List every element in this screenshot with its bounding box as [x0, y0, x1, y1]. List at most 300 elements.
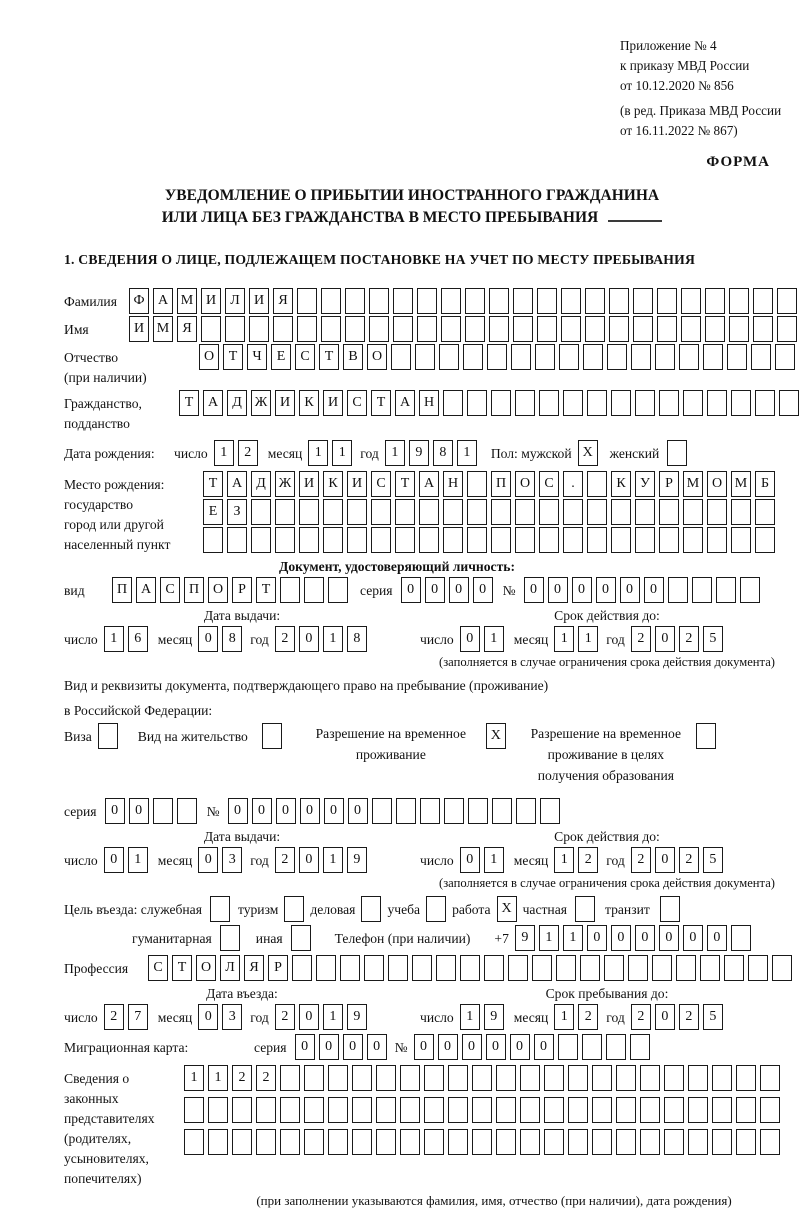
char-box[interactable]: [372, 798, 392, 824]
char-box[interactable]: [208, 1097, 228, 1123]
char-box[interactable]: З: [227, 499, 247, 525]
char-box[interactable]: 1: [457, 440, 477, 466]
char-box[interactable]: [496, 1129, 516, 1155]
char-box[interactable]: [227, 527, 247, 553]
char-box[interactable]: [657, 288, 677, 314]
char-box[interactable]: [489, 316, 509, 342]
char-box[interactable]: [321, 288, 341, 314]
char-box[interactable]: Ж: [251, 390, 271, 416]
char-box[interactable]: [376, 1065, 396, 1091]
char-box[interactable]: [716, 577, 736, 603]
char-box[interactable]: 0: [348, 798, 368, 824]
char-box[interactable]: [395, 527, 415, 553]
char-box[interactable]: [508, 955, 528, 981]
char-box[interactable]: [280, 1129, 300, 1155]
char-box[interactable]: [323, 499, 343, 525]
char-box[interactable]: [681, 316, 701, 342]
char-box[interactable]: [491, 390, 511, 416]
char-box[interactable]: Т: [256, 577, 276, 603]
char-box[interactable]: [580, 955, 600, 981]
char-box[interactable]: [731, 390, 751, 416]
char-box[interactable]: [657, 316, 677, 342]
char-box[interactable]: Ф: [129, 288, 149, 314]
char-box[interactable]: 2: [578, 1004, 598, 1030]
char-box[interactable]: [448, 1097, 468, 1123]
char-box[interactable]: 0: [486, 1034, 506, 1060]
char-box[interactable]: [98, 723, 118, 749]
char-box[interactable]: 1: [539, 925, 559, 951]
char-box[interactable]: [299, 527, 319, 553]
char-box[interactable]: С: [148, 955, 168, 981]
char-box[interactable]: [688, 1097, 708, 1123]
char-box[interactable]: [616, 1129, 636, 1155]
char-box[interactable]: Ж: [275, 471, 295, 497]
char-box[interactable]: 2: [679, 847, 699, 873]
char-box[interactable]: [532, 955, 552, 981]
char-box[interactable]: 0: [659, 925, 679, 951]
char-box[interactable]: 3: [222, 847, 242, 873]
char-box[interactable]: [592, 1065, 612, 1091]
char-box[interactable]: [544, 1129, 564, 1155]
char-box[interactable]: [592, 1129, 612, 1155]
char-box[interactable]: [582, 1034, 602, 1060]
char-box[interactable]: 2: [275, 626, 295, 652]
char-box[interactable]: [249, 316, 269, 342]
char-box[interactable]: [616, 1097, 636, 1123]
char-box[interactable]: 0: [548, 577, 568, 603]
char-box[interactable]: [460, 955, 480, 981]
char-box[interactable]: [467, 527, 487, 553]
char-box[interactable]: [515, 499, 535, 525]
char-box[interactable]: 1: [554, 847, 574, 873]
char-box[interactable]: 2: [238, 440, 258, 466]
char-box[interactable]: [467, 499, 487, 525]
char-box[interactable]: [640, 1129, 660, 1155]
char-box[interactable]: О: [707, 471, 727, 497]
char-box[interactable]: X: [578, 440, 598, 466]
char-box[interactable]: Т: [223, 344, 243, 370]
char-box[interactable]: И: [275, 390, 295, 416]
char-box[interactable]: С: [347, 390, 367, 416]
char-box[interactable]: [328, 1065, 348, 1091]
char-box[interactable]: [688, 1129, 708, 1155]
char-box[interactable]: [472, 1097, 492, 1123]
char-box[interactable]: [568, 1097, 588, 1123]
char-box[interactable]: [659, 499, 679, 525]
char-box[interactable]: [568, 1129, 588, 1155]
char-box[interactable]: 0: [655, 1004, 675, 1030]
char-box[interactable]: [299, 499, 319, 525]
char-box[interactable]: 0: [438, 1034, 458, 1060]
char-box[interactable]: [328, 577, 348, 603]
char-box[interactable]: [633, 316, 653, 342]
char-box[interactable]: 2: [631, 847, 651, 873]
char-box[interactable]: 2: [631, 1004, 651, 1030]
char-box[interactable]: [712, 1129, 732, 1155]
char-box[interactable]: И: [201, 288, 221, 314]
char-box[interactable]: [755, 527, 775, 553]
char-box[interactable]: [371, 527, 391, 553]
char-box[interactable]: 0: [299, 847, 319, 873]
char-box[interactable]: М: [683, 471, 703, 497]
char-box[interactable]: [388, 955, 408, 981]
char-box[interactable]: [703, 344, 723, 370]
char-box[interactable]: [604, 955, 624, 981]
char-box[interactable]: [262, 723, 282, 749]
char-box[interactable]: [376, 1097, 396, 1123]
char-box[interactable]: 9: [484, 1004, 504, 1030]
char-box[interactable]: Д: [227, 390, 247, 416]
char-box[interactable]: [760, 1129, 780, 1155]
char-box[interactable]: 1: [323, 1004, 343, 1030]
char-box[interactable]: [210, 896, 230, 922]
char-box[interactable]: 0: [462, 1034, 482, 1060]
char-box[interactable]: [705, 316, 725, 342]
char-box[interactable]: [563, 527, 583, 553]
char-box[interactable]: .: [563, 471, 583, 497]
char-box[interactable]: [755, 390, 775, 416]
char-box[interactable]: [321, 316, 341, 342]
char-box[interactable]: [439, 344, 459, 370]
char-box[interactable]: 0: [324, 798, 344, 824]
char-box[interactable]: [587, 499, 607, 525]
char-box[interactable]: [587, 390, 607, 416]
char-box[interactable]: [679, 344, 699, 370]
char-box[interactable]: 1: [214, 440, 234, 466]
char-box[interactable]: [251, 527, 271, 553]
char-box[interactable]: [753, 288, 773, 314]
char-box[interactable]: [736, 1129, 756, 1155]
char-box[interactable]: М: [153, 316, 173, 342]
char-box[interactable]: [540, 798, 560, 824]
char-box[interactable]: А: [153, 288, 173, 314]
char-box[interactable]: 0: [129, 798, 149, 824]
char-box[interactable]: В: [343, 344, 363, 370]
char-box[interactable]: 9: [515, 925, 535, 951]
char-box[interactable]: 2: [631, 626, 651, 652]
char-box[interactable]: Р: [659, 471, 679, 497]
char-box[interactable]: Ч: [247, 344, 267, 370]
char-box[interactable]: [424, 1065, 444, 1091]
char-box[interactable]: 7: [128, 1004, 148, 1030]
char-box[interactable]: 8: [347, 626, 367, 652]
char-box[interactable]: [659, 527, 679, 553]
char-box[interactable]: [400, 1129, 420, 1155]
char-box[interactable]: [585, 288, 605, 314]
char-box[interactable]: Р: [232, 577, 252, 603]
char-box[interactable]: [696, 723, 716, 749]
char-box[interactable]: [323, 527, 343, 553]
char-box[interactable]: С: [295, 344, 315, 370]
char-box[interactable]: [417, 316, 437, 342]
char-box[interactable]: [707, 390, 727, 416]
char-box[interactable]: [515, 390, 535, 416]
char-box[interactable]: [606, 1034, 626, 1060]
char-box[interactable]: [297, 288, 317, 314]
char-box[interactable]: [419, 499, 439, 525]
char-box[interactable]: [177, 798, 197, 824]
char-box[interactable]: 8: [433, 440, 453, 466]
char-box[interactable]: [755, 499, 775, 525]
char-box[interactable]: 0: [572, 577, 592, 603]
char-box[interactable]: 0: [105, 798, 125, 824]
char-box[interactable]: [369, 288, 389, 314]
char-box[interactable]: [487, 344, 507, 370]
char-box[interactable]: 1: [460, 1004, 480, 1030]
char-box[interactable]: X: [486, 723, 506, 749]
char-box[interactable]: [729, 316, 749, 342]
char-box[interactable]: [424, 1129, 444, 1155]
char-box[interactable]: [668, 577, 688, 603]
char-box[interactable]: Т: [395, 471, 415, 497]
char-box[interactable]: [748, 955, 768, 981]
char-box[interactable]: О: [515, 471, 535, 497]
char-box[interactable]: Н: [419, 390, 439, 416]
char-box[interactable]: 1: [332, 440, 352, 466]
char-box[interactable]: [396, 798, 416, 824]
char-box[interactable]: [225, 316, 245, 342]
char-box[interactable]: 1: [323, 626, 343, 652]
char-box[interactable]: Т: [319, 344, 339, 370]
char-box[interactable]: Б: [755, 471, 775, 497]
char-box[interactable]: 9: [347, 847, 367, 873]
char-box[interactable]: Т: [172, 955, 192, 981]
char-box[interactable]: 1: [554, 626, 574, 652]
char-box[interactable]: [760, 1097, 780, 1123]
char-box[interactable]: 0: [683, 925, 703, 951]
char-box[interactable]: П: [184, 577, 204, 603]
char-box[interactable]: 2: [679, 1004, 699, 1030]
char-box[interactable]: [740, 577, 760, 603]
char-box[interactable]: А: [203, 390, 223, 416]
char-box[interactable]: [537, 316, 557, 342]
char-box[interactable]: [559, 344, 579, 370]
char-box[interactable]: И: [299, 471, 319, 497]
char-box[interactable]: [448, 1065, 468, 1091]
char-box[interactable]: [609, 288, 629, 314]
char-box[interactable]: 0: [319, 1034, 339, 1060]
char-box[interactable]: 8: [222, 626, 242, 652]
char-box[interactable]: [587, 471, 607, 497]
char-box[interactable]: [491, 499, 511, 525]
char-box[interactable]: [712, 1097, 732, 1123]
char-box[interactable]: 2: [256, 1065, 276, 1091]
char-box[interactable]: [232, 1097, 252, 1123]
char-box[interactable]: 5: [703, 626, 723, 652]
char-box[interactable]: [184, 1129, 204, 1155]
char-box[interactable]: [361, 896, 381, 922]
char-box[interactable]: [775, 344, 795, 370]
char-box[interactable]: И: [323, 390, 343, 416]
char-box[interactable]: [444, 798, 464, 824]
char-box[interactable]: [736, 1097, 756, 1123]
char-box[interactable]: [683, 390, 703, 416]
char-box[interactable]: 0: [635, 925, 655, 951]
char-box[interactable]: 2: [275, 1004, 295, 1030]
char-box[interactable]: [611, 499, 631, 525]
char-box[interactable]: 0: [460, 626, 480, 652]
char-box[interactable]: 0: [198, 847, 218, 873]
char-box[interactable]: [420, 798, 440, 824]
char-box[interactable]: [772, 955, 792, 981]
char-box[interactable]: [664, 1097, 684, 1123]
char-box[interactable]: [340, 955, 360, 981]
char-box[interactable]: [729, 288, 749, 314]
char-box[interactable]: О: [208, 577, 228, 603]
char-box[interactable]: 3: [222, 1004, 242, 1030]
char-box[interactable]: 1: [208, 1065, 228, 1091]
char-box[interactable]: [700, 955, 720, 981]
char-box[interactable]: [659, 390, 679, 416]
char-box[interactable]: [391, 344, 411, 370]
char-box[interactable]: [496, 1097, 516, 1123]
char-box[interactable]: 0: [401, 577, 421, 603]
char-box[interactable]: [426, 896, 446, 922]
char-box[interactable]: К: [611, 471, 631, 497]
char-box[interactable]: 0: [252, 798, 272, 824]
char-box[interactable]: [465, 316, 485, 342]
char-box[interactable]: 2: [232, 1065, 252, 1091]
char-box[interactable]: [441, 288, 461, 314]
char-box[interactable]: [777, 316, 797, 342]
char-box[interactable]: [472, 1129, 492, 1155]
char-box[interactable]: А: [136, 577, 156, 603]
char-box[interactable]: [424, 1097, 444, 1123]
char-box[interactable]: [731, 527, 751, 553]
char-box[interactable]: [667, 440, 687, 466]
char-box[interactable]: [664, 1065, 684, 1091]
char-box[interactable]: Е: [203, 499, 223, 525]
char-box[interactable]: [539, 390, 559, 416]
char-box[interactable]: О: [199, 344, 219, 370]
char-box[interactable]: [415, 344, 435, 370]
char-box[interactable]: А: [227, 471, 247, 497]
char-box[interactable]: [468, 798, 488, 824]
char-box[interactable]: [345, 316, 365, 342]
char-box[interactable]: М: [177, 288, 197, 314]
char-box[interactable]: [364, 955, 384, 981]
char-box[interactable]: [520, 1129, 540, 1155]
char-box[interactable]: [467, 471, 487, 497]
char-box[interactable]: [153, 798, 173, 824]
char-box[interactable]: К: [323, 471, 343, 497]
char-box[interactable]: 2: [275, 847, 295, 873]
char-box[interactable]: [563, 499, 583, 525]
char-box[interactable]: [347, 527, 367, 553]
char-box[interactable]: Д: [251, 471, 271, 497]
char-box[interactable]: 0: [534, 1034, 554, 1060]
char-box[interactable]: [275, 527, 295, 553]
char-box[interactable]: [463, 344, 483, 370]
char-box[interactable]: 0: [295, 1034, 315, 1060]
char-box[interactable]: [753, 316, 773, 342]
char-box[interactable]: 9: [347, 1004, 367, 1030]
char-box[interactable]: [489, 288, 509, 314]
char-box[interactable]: [724, 955, 744, 981]
char-box[interactable]: [304, 1097, 324, 1123]
char-box[interactable]: И: [347, 471, 367, 497]
char-box[interactable]: [393, 288, 413, 314]
char-box[interactable]: [496, 1065, 516, 1091]
char-box[interactable]: 1: [578, 626, 598, 652]
char-box[interactable]: [513, 316, 533, 342]
char-box[interactable]: [304, 577, 324, 603]
char-box[interactable]: 1: [308, 440, 328, 466]
char-box[interactable]: [635, 390, 655, 416]
char-box[interactable]: [640, 1065, 660, 1091]
char-box[interactable]: [412, 955, 432, 981]
char-box[interactable]: [369, 316, 389, 342]
char-box[interactable]: [280, 1097, 300, 1123]
char-box[interactable]: Я: [244, 955, 264, 981]
char-box[interactable]: [443, 499, 463, 525]
char-box[interactable]: 2: [578, 847, 598, 873]
char-box[interactable]: [688, 1065, 708, 1091]
char-box[interactable]: [635, 499, 655, 525]
char-box[interactable]: [631, 344, 651, 370]
char-box[interactable]: [201, 316, 221, 342]
char-box[interactable]: 0: [473, 577, 493, 603]
char-box[interactable]: 0: [299, 1004, 319, 1030]
char-box[interactable]: 0: [655, 626, 675, 652]
char-box[interactable]: [556, 955, 576, 981]
char-box[interactable]: [592, 1097, 612, 1123]
char-box[interactable]: 0: [414, 1034, 434, 1060]
char-box[interactable]: [393, 316, 413, 342]
char-box[interactable]: О: [196, 955, 216, 981]
char-box[interactable]: 0: [644, 577, 664, 603]
char-box[interactable]: [352, 1097, 372, 1123]
char-box[interactable]: С: [160, 577, 180, 603]
char-box[interactable]: А: [395, 390, 415, 416]
char-box[interactable]: 2: [104, 1004, 124, 1030]
char-box[interactable]: [609, 316, 629, 342]
char-box[interactable]: [535, 344, 555, 370]
char-box[interactable]: [376, 1129, 396, 1155]
char-box[interactable]: [705, 288, 725, 314]
char-box[interactable]: 2: [679, 626, 699, 652]
char-box[interactable]: 1: [484, 626, 504, 652]
char-box[interactable]: [352, 1129, 372, 1155]
char-box[interactable]: [304, 1065, 324, 1091]
char-box[interactable]: [203, 527, 223, 553]
char-box[interactable]: 1: [484, 847, 504, 873]
char-box[interactable]: [256, 1097, 276, 1123]
char-box[interactable]: 5: [703, 847, 723, 873]
char-box[interactable]: [347, 499, 367, 525]
char-box[interactable]: [683, 499, 703, 525]
char-box[interactable]: 0: [299, 626, 319, 652]
char-box[interactable]: [275, 499, 295, 525]
char-box[interactable]: [400, 1097, 420, 1123]
char-box[interactable]: [511, 344, 531, 370]
char-box[interactable]: Л: [225, 288, 245, 314]
char-box[interactable]: Т: [371, 390, 391, 416]
char-box[interactable]: 6: [128, 626, 148, 652]
char-box[interactable]: [692, 577, 712, 603]
char-box[interactable]: [779, 390, 799, 416]
char-box[interactable]: [443, 527, 463, 553]
char-box[interactable]: [484, 955, 504, 981]
char-box[interactable]: [220, 925, 240, 951]
char-box[interactable]: [561, 316, 581, 342]
char-box[interactable]: К: [299, 390, 319, 416]
char-box[interactable]: [544, 1097, 564, 1123]
char-box[interactable]: [583, 344, 603, 370]
char-box[interactable]: [516, 798, 536, 824]
char-box[interactable]: [607, 344, 627, 370]
char-box[interactable]: [251, 499, 271, 525]
